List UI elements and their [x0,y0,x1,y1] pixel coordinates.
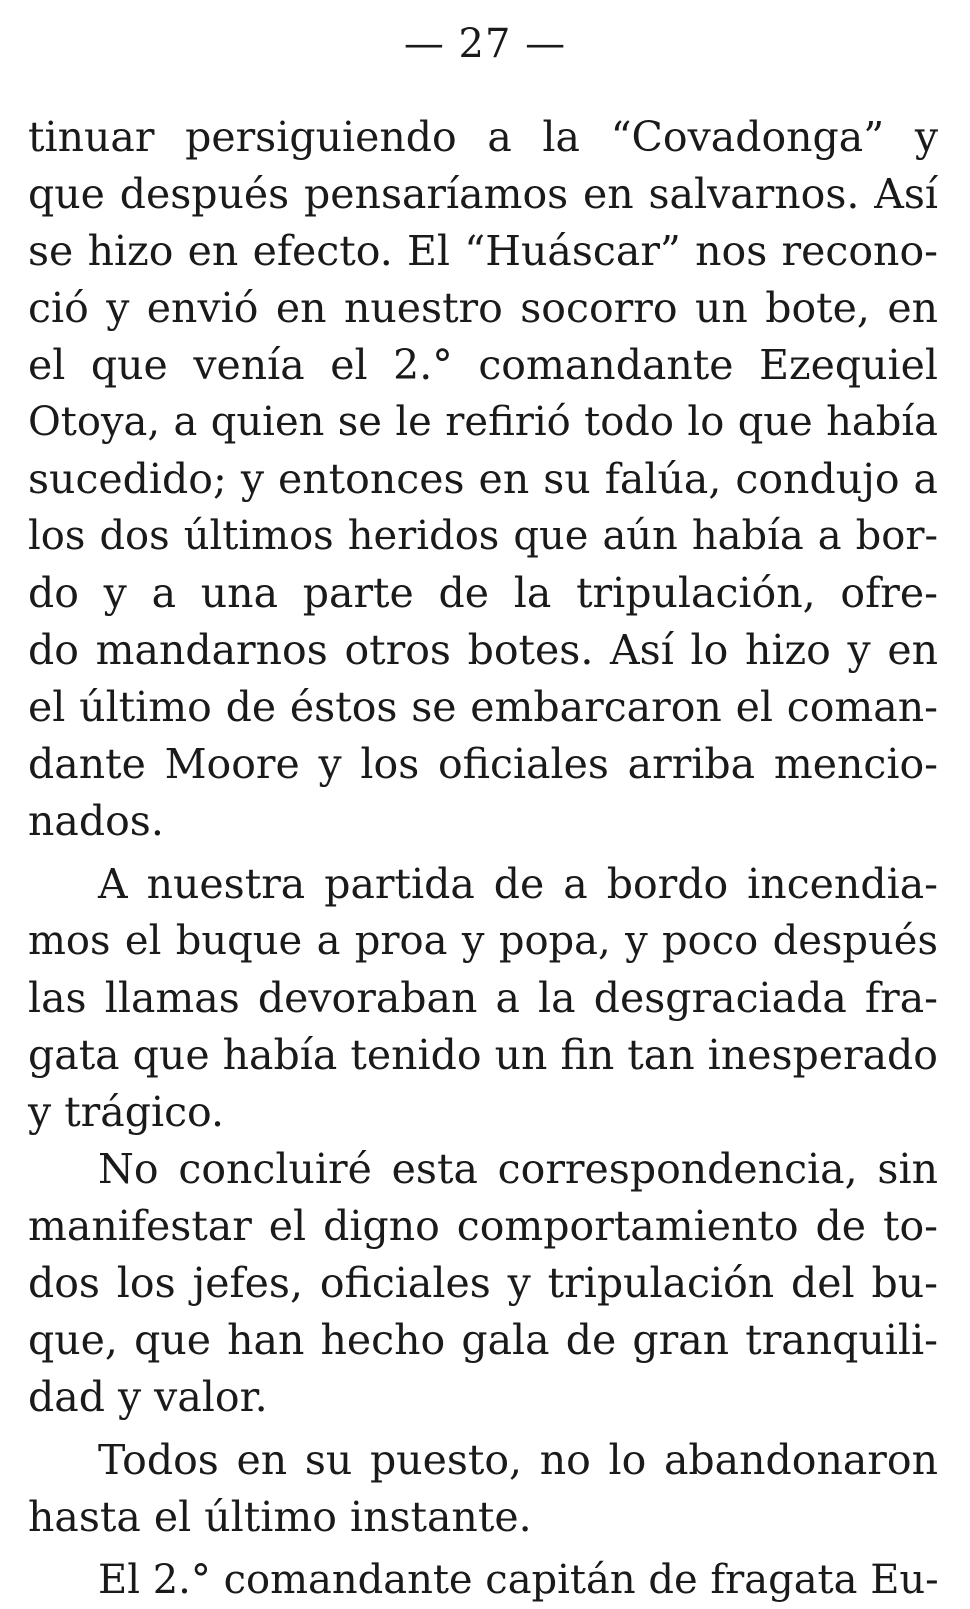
text-line: manifestar el digno comportamiento de to- [28,1202,938,1250]
text-line: que, que han hecho gala de gran tranquili- [28,1316,938,1364]
text-line: do y a una parte de la tripulación, ofre- [28,569,938,617]
paragraph-first-line: El 2.° comandante capitán de fragata Eu- [98,1557,939,1603]
text-line: sucedido; y entonces en su falúa, condujo a [28,455,938,503]
paragraph-end-line: hasta el último instante. [28,1493,532,1541]
text-line: el que venía el 2.° comandante Ezequiel [28,341,938,389]
paragraph-end-line: dad y valor. [28,1373,268,1421]
text-line: ció y envió en nuestro socorro un bote, en [28,284,938,332]
paragraph-end-line: nados. [28,797,164,845]
text-line: do mandarnos otros botes. Así lo hizo y en [28,626,938,674]
page-number: — 27 — [403,21,567,67]
text-line: dante Moore y los oficiales arriba mencio- [28,740,938,788]
text-line: dos los jefes, oficiales y tripulación del bu- [28,1259,938,1307]
body-text [28,109,938,1609]
text-line: mos el buque a proa y popa, y poco después [28,918,938,964]
text-line: los dos últimos heridos que aún había a bor- [28,513,938,559]
text-line: que después pensaríamos en salvarnos. Así [28,170,938,218]
paragraph-first-line: A nuestra partida de a bordo incendia- [98,860,938,908]
paragraph-end-line: y trágico. [28,1088,225,1136]
text-line: las llamas devoraban a la desgraciada fra- [28,974,938,1022]
text-line: se hizo en efecto. El “Huáscar” nos recono- [28,227,938,275]
text-line: Otoya, a quien se le refirió todo lo que había [28,399,938,445]
text-line: el último de éstos se embarcaron el coman- [28,683,938,731]
paragraph-first-line: Todos en su puesto, no lo abandonaron [98,1436,938,1484]
paragraph-first-line: No concluiré esta correspondencia, sin [98,1145,938,1193]
text-line: gata que había tenido un fin tan inesperado [28,1031,938,1079]
text-line: tinuar persiguiendo a la “Covadonga” y [28,113,938,161]
